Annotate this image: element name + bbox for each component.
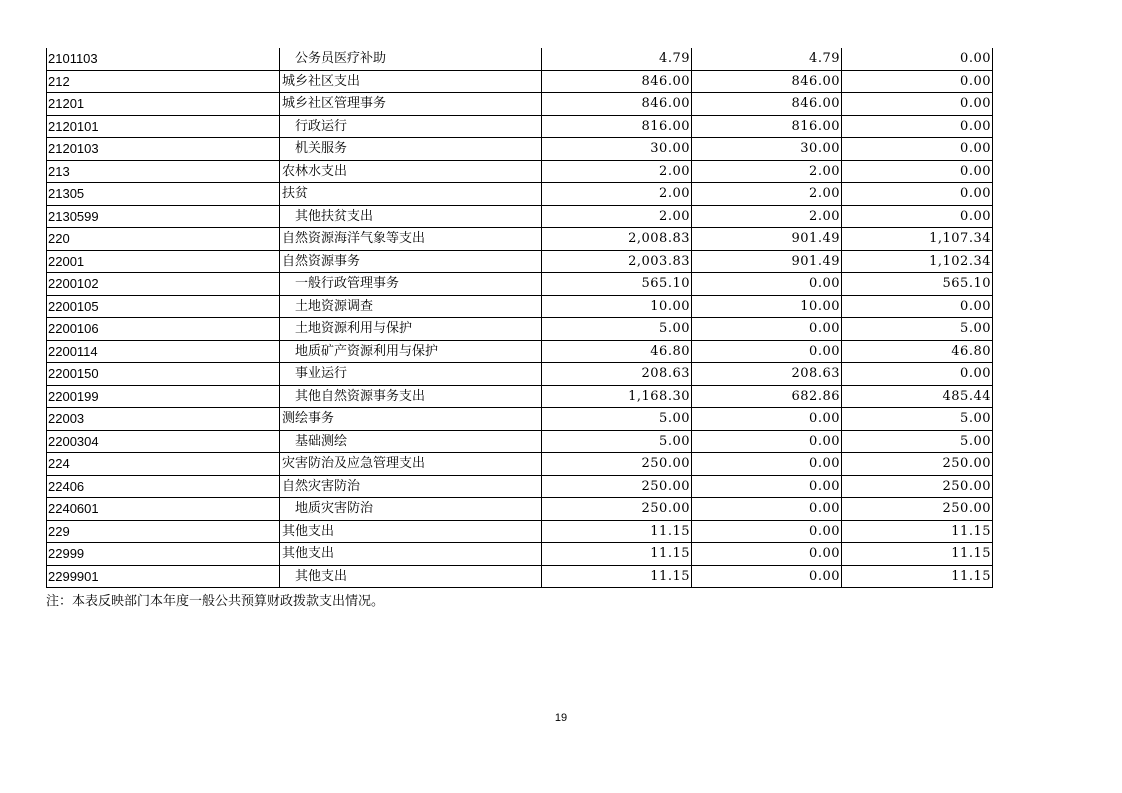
subject-name-cell: 测绘事务 [280, 408, 542, 431]
subject-name-cell: 扶贫 [280, 183, 542, 206]
basic-expenditure-cell: 30.00 [692, 138, 842, 161]
total-amount-cell: 2,003.83 [542, 250, 692, 273]
table-row [47, 430, 993, 453]
total-amount-cell: 5.00 [542, 408, 692, 431]
basic-expenditure-cell: 0.00 [692, 453, 842, 476]
basic-expenditure-cell: 2.00 [692, 160, 842, 183]
table-row [47, 543, 993, 566]
basic-expenditure-cell: 0.00 [692, 340, 842, 363]
basic-expenditure-cell: 0.00 [692, 565, 842, 588]
project-expenditure-cell: 11.15 [842, 565, 993, 588]
table-row [47, 70, 993, 93]
total-amount-cell: 816.00 [542, 115, 692, 138]
total-amount-cell: 250.00 [542, 475, 692, 498]
basic-expenditure-cell: 901.49 [692, 250, 842, 273]
project-expenditure-cell: 5.00 [842, 408, 993, 431]
table-row [47, 363, 993, 386]
basic-expenditure-cell: 901.49 [692, 228, 842, 251]
expenditure-table [46, 48, 993, 588]
subject-code-cell: 2200304 [47, 430, 280, 453]
project-expenditure-cell: 565.10 [842, 273, 993, 296]
subject-name-cell: 土地资源调查 [280, 295, 542, 318]
total-amount-cell: 5.00 [542, 430, 692, 453]
basic-expenditure-cell: 0.00 [692, 543, 842, 566]
subject-name-cell: 地质灾害防治 [280, 498, 542, 521]
table-row [47, 385, 993, 408]
subject-name-cell: 城乡社区支出 [280, 70, 542, 93]
project-expenditure-cell: 11.15 [842, 520, 993, 543]
subject-name-cell: 灾害防治及应急管理支出 [280, 453, 542, 476]
subject-name-cell: 机关服务 [280, 138, 542, 161]
total-amount-cell: 846.00 [542, 93, 692, 116]
basic-expenditure-cell: 816.00 [692, 115, 842, 138]
table-row [47, 453, 993, 476]
total-amount-cell: 46.80 [542, 340, 692, 363]
table-row [47, 228, 993, 251]
table-row [47, 565, 993, 588]
project-expenditure-cell: 485.44 [842, 385, 993, 408]
total-amount-cell: 846.00 [542, 70, 692, 93]
subject-code-cell: 22999 [47, 543, 280, 566]
project-expenditure-cell: 1,102.34 [842, 250, 993, 273]
subject-code-cell: 2120103 [47, 138, 280, 161]
subject-name-cell: 其他支出 [280, 565, 542, 588]
subject-name-cell: 基础测绘 [280, 430, 542, 453]
table-row [47, 183, 993, 206]
project-expenditure-cell: 0.00 [842, 183, 993, 206]
subject-name-cell: 农林水支出 [280, 160, 542, 183]
table-row [47, 318, 993, 341]
table-row [47, 138, 993, 161]
project-expenditure-cell: 0.00 [842, 115, 993, 138]
basic-expenditure-cell: 0.00 [692, 475, 842, 498]
table-row [47, 250, 993, 273]
table-row [47, 295, 993, 318]
table-row [47, 205, 993, 228]
project-expenditure-cell: 250.00 [842, 498, 993, 521]
basic-expenditure-cell: 10.00 [692, 295, 842, 318]
project-expenditure-cell: 0.00 [842, 205, 993, 228]
subject-name-cell: 自然资源海洋气象等支出 [280, 228, 542, 251]
project-expenditure-cell: 5.00 [842, 318, 993, 341]
subject-name-cell: 一般行政管理事务 [280, 273, 542, 296]
table-row [47, 273, 993, 296]
table-row [47, 115, 993, 138]
total-amount-cell: 11.15 [542, 543, 692, 566]
subject-name-cell: 公务员医疗补助 [280, 48, 542, 70]
table-row [47, 340, 993, 363]
table-row [47, 93, 993, 116]
project-expenditure-cell: 46.80 [842, 340, 993, 363]
project-expenditure-cell: 250.00 [842, 453, 993, 476]
table-row [47, 475, 993, 498]
basic-expenditure-cell: 2.00 [692, 205, 842, 228]
total-amount-cell: 250.00 [542, 453, 692, 476]
basic-expenditure-cell: 2.00 [692, 183, 842, 206]
subject-code-cell: 2120101 [47, 115, 280, 138]
project-expenditure-cell: 250.00 [842, 475, 993, 498]
basic-expenditure-cell: 682.86 [692, 385, 842, 408]
total-amount-cell: 2.00 [542, 160, 692, 183]
subject-code-cell: 2240601 [47, 498, 280, 521]
project-expenditure-cell: 11.15 [842, 543, 993, 566]
total-amount-cell: 30.00 [542, 138, 692, 161]
total-amount-cell: 565.10 [542, 273, 692, 296]
subject-code-cell: 229 [47, 520, 280, 543]
subject-code-cell: 2200102 [47, 273, 280, 296]
subject-code-cell: 2299901 [47, 565, 280, 588]
table-row [47, 520, 993, 543]
subject-code-cell: 22003 [47, 408, 280, 431]
subject-code-cell: 22001 [47, 250, 280, 273]
total-amount-cell: 11.15 [542, 565, 692, 588]
subject-code-cell: 22406 [47, 475, 280, 498]
project-expenditure-cell: 5.00 [842, 430, 993, 453]
subject-code-cell: 212 [47, 70, 280, 93]
basic-expenditure-cell: 0.00 [692, 408, 842, 431]
total-amount-cell: 2.00 [542, 205, 692, 228]
subject-name-cell: 自然灾害防治 [280, 475, 542, 498]
subject-name-cell: 土地资源利用与保护 [280, 318, 542, 341]
subject-code-cell: 2101103 [47, 48, 280, 70]
total-amount-cell: 208.63 [542, 363, 692, 386]
subject-name-cell: 其他自然资源事务支出 [280, 385, 542, 408]
table-note: 注：本表反映部门本年度一般公共预算财政拨款支出情况。 [46, 594, 385, 609]
basic-expenditure-cell: 0.00 [692, 430, 842, 453]
subject-code-cell: 2200105 [47, 295, 280, 318]
basic-expenditure-cell: 0.00 [692, 520, 842, 543]
subject-name-cell: 其他支出 [280, 520, 542, 543]
table-body [47, 48, 993, 588]
basic-expenditure-cell: 0.00 [692, 273, 842, 296]
total-amount-cell: 250.00 [542, 498, 692, 521]
basic-expenditure-cell: 846.00 [692, 70, 842, 93]
subject-code-cell: 21305 [47, 183, 280, 206]
total-amount-cell: 2,008.83 [542, 228, 692, 251]
project-expenditure-cell: 0.00 [842, 363, 993, 386]
subject-code-cell: 213 [47, 160, 280, 183]
basic-expenditure-cell: 208.63 [692, 363, 842, 386]
project-expenditure-cell: 0.00 [842, 70, 993, 93]
subject-code-cell: 220 [47, 228, 280, 251]
subject-code-cell: 2200150 [47, 363, 280, 386]
project-expenditure-cell: 0.00 [842, 138, 993, 161]
subject-code-cell: 2200106 [47, 318, 280, 341]
basic-expenditure-cell: 0.00 [692, 318, 842, 341]
subject-name-cell: 行政运行 [280, 115, 542, 138]
table-row [47, 48, 993, 70]
total-amount-cell: 10.00 [542, 295, 692, 318]
total-amount-cell: 1,168.30 [542, 385, 692, 408]
subject-code-cell: 224 [47, 453, 280, 476]
basic-expenditure-cell: 846.00 [692, 93, 842, 116]
total-amount-cell: 2.00 [542, 183, 692, 206]
table-row [47, 408, 993, 431]
basic-expenditure-cell: 0.00 [692, 498, 842, 521]
subject-name-cell: 自然资源事务 [280, 250, 542, 273]
total-amount-cell: 11.15 [542, 520, 692, 543]
subject-name-cell: 其他支出 [280, 543, 542, 566]
table-row [47, 498, 993, 521]
subject-name-cell: 城乡社区管理事务 [280, 93, 542, 116]
subject-name-cell: 地质矿产资源利用与保护 [280, 340, 542, 363]
expenditure-table-container [46, 48, 992, 588]
table-row [47, 160, 993, 183]
subject-code-cell: 2200114 [47, 340, 280, 363]
subject-name-cell: 其他扶贫支出 [280, 205, 542, 228]
subject-name-cell: 事业运行 [280, 363, 542, 386]
subject-code-cell: 2130599 [47, 205, 280, 228]
subject-code-cell: 21201 [47, 93, 280, 116]
project-expenditure-cell: 0.00 [842, 295, 993, 318]
project-expenditure-cell: 1,107.34 [842, 228, 993, 251]
total-amount-cell: 4.79 [542, 48, 692, 70]
project-expenditure-cell: 0.00 [842, 48, 993, 70]
page-number: 19 [554, 712, 568, 724]
subject-code-cell: 2200199 [47, 385, 280, 408]
project-expenditure-cell: 0.00 [842, 160, 993, 183]
total-amount-cell: 5.00 [542, 318, 692, 341]
project-expenditure-cell: 0.00 [842, 93, 993, 116]
basic-expenditure-cell: 4.79 [692, 48, 842, 70]
